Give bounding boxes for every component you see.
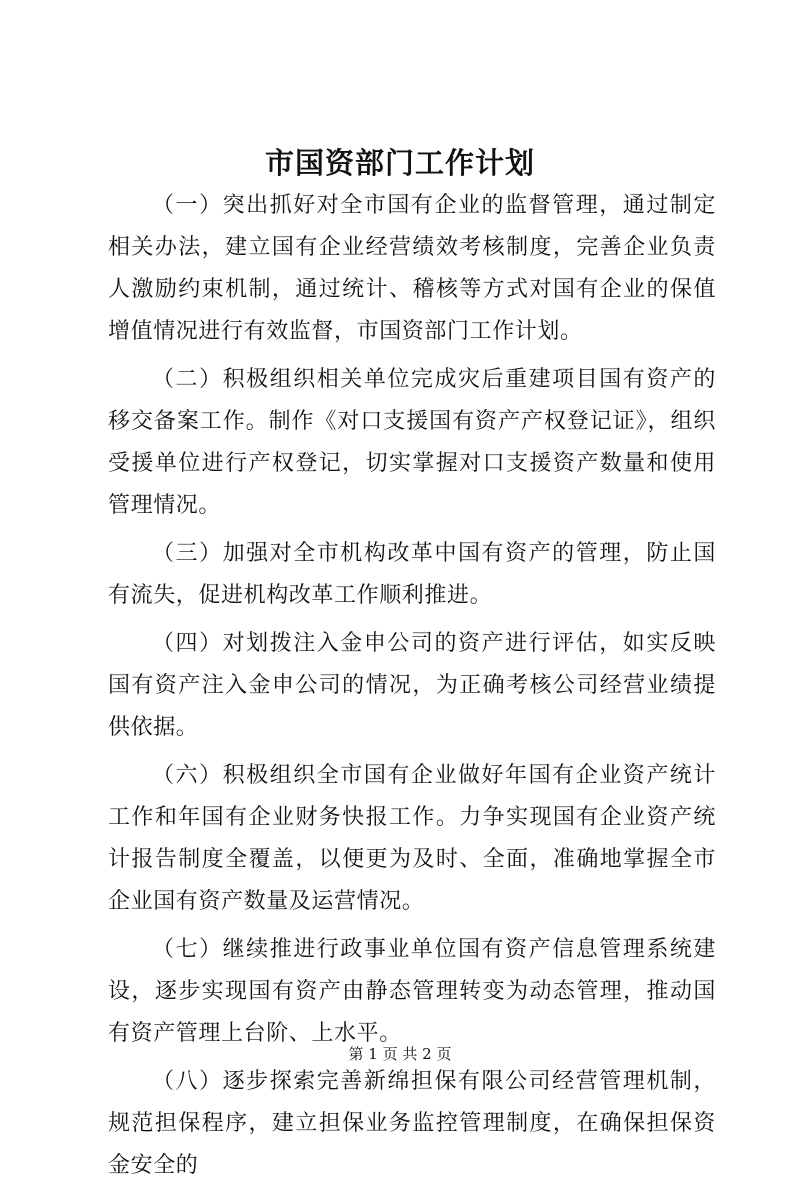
paragraph-6: （六）积极组织全市国有企业做好年国有企业资产统计工作和年国有企业财务快报工作。力争实现国有企业资产统计报告制度全覆盖，以便更为及时、全面，准确地掌握全市企业国有资产数量及运营情况。 [108,763,716,914]
paragraph-2: （二）积极组织相关单位完成灾后重建项目国有资产的移交备案工作。制作《对口支援国有资产产权登记证》，组织受援单位进行产权登记，切实掌握对口支援资产数量和使用管理情况。 [108,367,716,518]
page-footer: 第 1 页 共 2 页 [348,1045,452,1063]
paragraph-4: （四）对划拨注入金申公司的资产进行评估，如实反映国有资产注入金申公司的情况，为正确考核公司经营业绩提供依据。 [108,631,716,740]
paragraph-8: （八）逐步探索完善新绵担保有限公司经营管理机制，规范担保程序，建立担保业务监控管理制度，在确保担保资金安全的 [108,1069,716,1178]
paragraph-7: （七）继续推进行政事业单位国有资产信息管理系统建设，逐步实现国有资产由静态管理转变为动态管理，推动国有资产管理上台阶、上水平。 [108,937,716,1046]
paragraph-1: （一）突出抓好对全市国有企业的监督管理，通过制定相关办法，建立国有企业经营绩效考核制度，完善企业负责人激励约束机制，通过统计、稽核等方式对国有企业的保值增值情况进行有效监督，市国资部门工作计划。 [108,193,716,344]
paragraph-3: （三）加强对全市机构改革中国有资产的管理，防止国有流失，促进机构改革工作顺利推进。 [108,541,716,608]
document-body [108,185,716,1193]
document-title: 市国资部门工作计划 [264,146,535,180]
